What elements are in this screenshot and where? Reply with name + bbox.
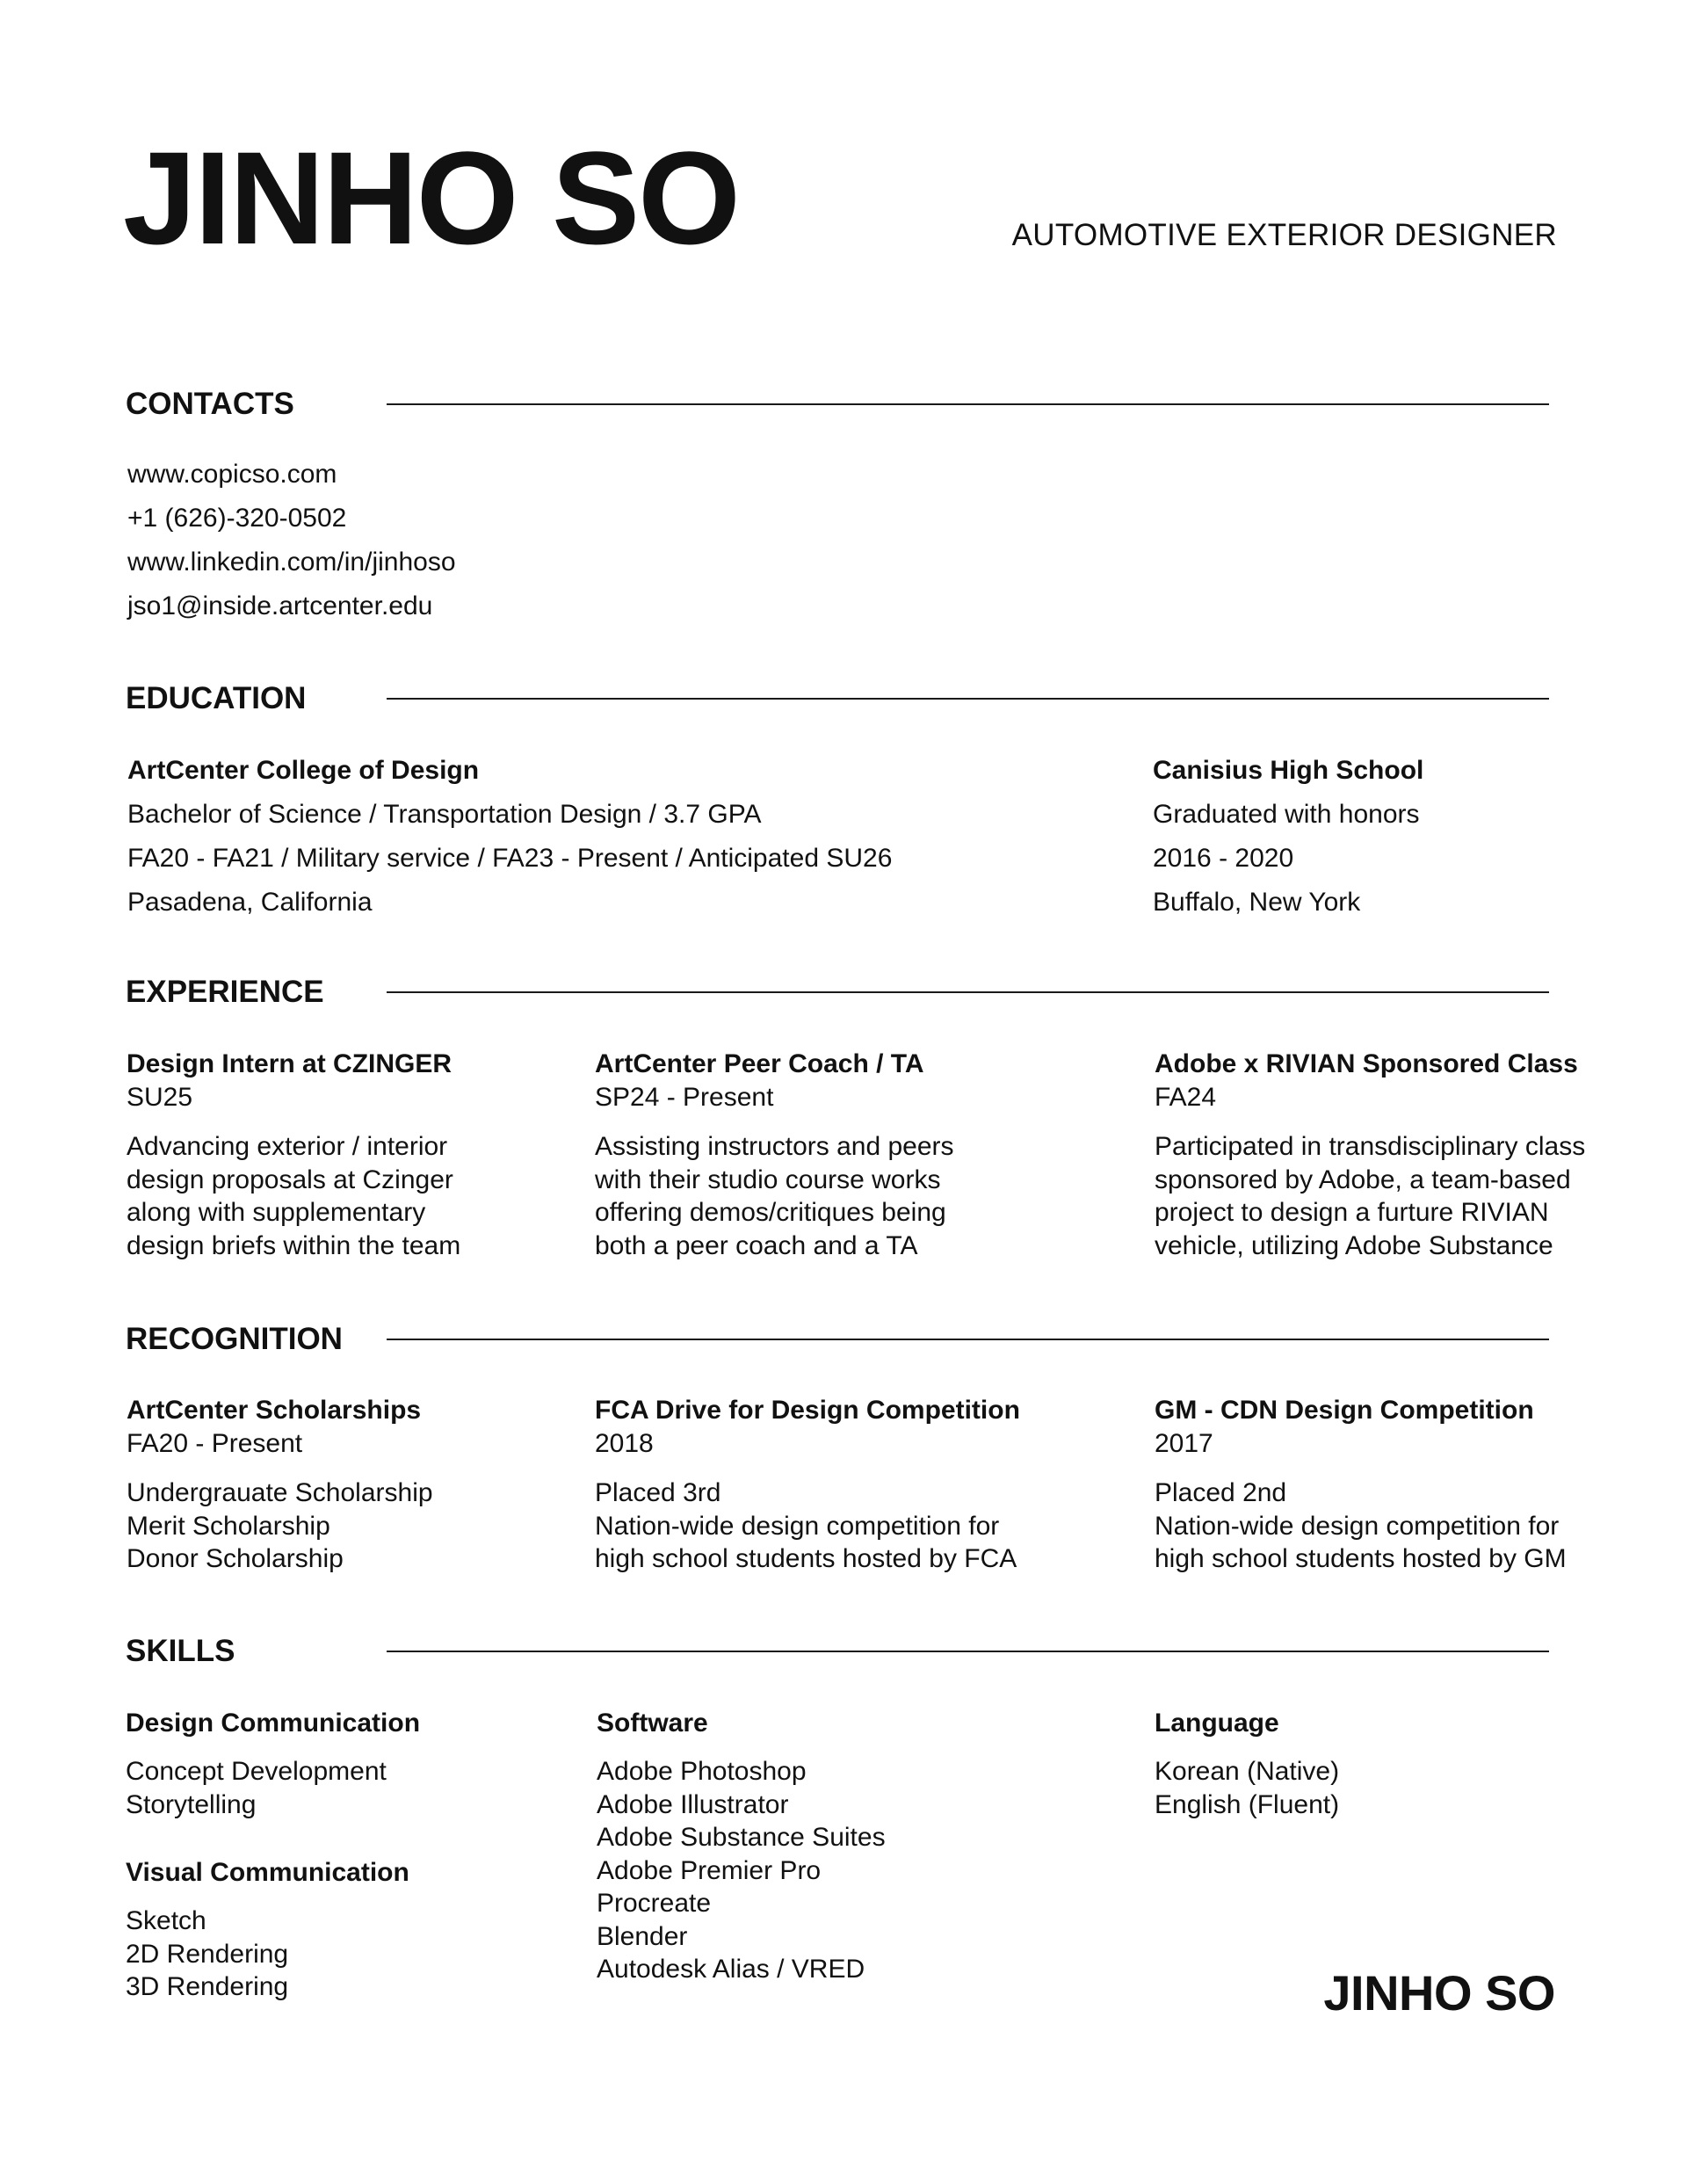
description-line: Assisting instructors and peers [595, 1132, 954, 1161]
description-line: with their studio course works [595, 1165, 941, 1194]
description-line: Participated in transdisciplinary class [1155, 1132, 1586, 1161]
skill-item: Blender [597, 1921, 688, 1951]
experience-date: SP24 - Present [595, 1083, 774, 1112]
experience-title: ArtCenter Peer Coach / TA [595, 1049, 924, 1078]
skill-list [126, 1755, 420, 1821]
skill-group-title: Language [1155, 1709, 1279, 1738]
skill-item: Adobe Illustrator [597, 1789, 789, 1819]
skill-item: Sketch [126, 1906, 206, 1935]
skill-group-title: Visual Communication [126, 1858, 409, 1887]
contact-phone[interactable]: +1 (626)-320-0502 [127, 504, 347, 533]
experience-title: Adobe x RIVIAN Sponsored Class [1155, 1049, 1578, 1078]
section-divider [387, 1651, 1549, 1652]
school-line: 2016 - 2020 [1153, 844, 1294, 873]
school-line: Graduated with honors [1153, 800, 1420, 829]
name-heading: JINHO SO [123, 124, 739, 272]
section-divider [387, 698, 1549, 700]
description-line: project to design a furture RIVIAN [1155, 1198, 1549, 1227]
experience-item [595, 1048, 954, 1262]
skill-group-title: Design Communication [126, 1709, 421, 1738]
section-title-experience: EXPERIENCE [126, 975, 324, 1009]
school-line: Bachelor of Science / Transportation Design / 3.7 GPA [127, 800, 762, 829]
section-title-contacts: CONTACTS [126, 387, 294, 421]
footer-name: JINHO SO [1323, 1965, 1555, 2021]
description-line: vehicle, utilizing Adobe Substance [1155, 1230, 1553, 1260]
skill-item: Adobe Premier Pro [597, 1855, 822, 1885]
recognition-description [127, 1477, 433, 1576]
skill-item: Concept Development [126, 1757, 387, 1786]
section-divider [387, 403, 1549, 405]
school-line: Buffalo, New York [1153, 888, 1361, 917]
skill-list [597, 1755, 886, 1986]
description-line: offering demos/critiques being [595, 1198, 946, 1227]
section-title-education: EDUCATION [126, 681, 307, 715]
contact-website[interactable]: www.copicso.com [127, 460, 337, 489]
job-title: AUTOMOTIVE EXTERIOR DESIGNER [1011, 218, 1557, 252]
skill-item: Autodesk Alias / VRED [597, 1955, 865, 1984]
description-line: high school students hosted by FCA [595, 1544, 1017, 1573]
description-line: Placed 2nd [1155, 1478, 1287, 1507]
experience-description [127, 1130, 460, 1262]
experience-title: Design Intern at CZINGER [127, 1049, 453, 1078]
section-title-recognition: RECOGNITION [126, 1322, 343, 1356]
description-line: Nation-wide design competition for [1155, 1511, 1560, 1541]
education-canisius [1153, 749, 1423, 925]
contact-email[interactable]: jso1@inside.artcenter.edu [127, 591, 433, 620]
description-line: both a peer coach and a TA [595, 1230, 918, 1260]
section-title-skills: SKILLS [126, 1634, 235, 1668]
skill-group-title: Software [597, 1709, 708, 1738]
skills-visual-communication [126, 1856, 409, 2004]
skill-list [1155, 1755, 1339, 1821]
experience-description [595, 1130, 954, 1262]
description-line: Undergrauate Scholarship [127, 1478, 433, 1507]
description-line: along with supplementary [127, 1198, 426, 1227]
recognition-date: 2018 [595, 1429, 654, 1458]
section-divider [387, 1339, 1549, 1340]
experience-date: FA24 [1155, 1083, 1217, 1112]
contact-linkedin[interactable]: www.linkedin.com/in/jinhoso [127, 548, 456, 577]
recognition-title: GM - CDN Design Competition [1155, 1396, 1534, 1425]
recognition-item [127, 1394, 433, 1576]
school-line: FA20 - FA21 / Military service / FA23 - Present / Anticipated SU26 [127, 844, 893, 873]
description-line: Donor Scholarship [127, 1544, 344, 1573]
contacts-list [127, 453, 456, 628]
skill-item: English (Fluent) [1155, 1789, 1340, 1819]
description-line: Placed 3rd [595, 1478, 721, 1507]
recognition-title: FCA Drive for Design Competition [595, 1396, 1020, 1425]
skill-item: Adobe Photoshop [597, 1757, 807, 1786]
description-line: high school students hosted by GM [1155, 1544, 1567, 1573]
description-line: Advancing exterior / interior [127, 1132, 448, 1161]
recognition-item [1155, 1394, 1567, 1576]
experience-item [1155, 1048, 1585, 1262]
skill-item: 3D Rendering [126, 1972, 289, 2001]
experience-description [1155, 1130, 1585, 1262]
experience-date: SU25 [127, 1083, 193, 1112]
section-divider [387, 991, 1549, 993]
recognition-date: FA20 - Present [127, 1429, 303, 1458]
skills-design-communication [126, 1707, 420, 1821]
school-line: Pasadena, California [127, 888, 373, 917]
skill-item: Storytelling [126, 1789, 257, 1819]
skill-item: Adobe Substance Suites [597, 1823, 886, 1852]
education-artcenter [127, 749, 892, 925]
school-name: ArtCenter College of Design [127, 756, 480, 785]
recognition-item [595, 1394, 1020, 1576]
description-line: sponsored by Adobe, a team-based [1155, 1165, 1571, 1194]
school-name: Canisius High School [1153, 756, 1424, 785]
experience-item [127, 1048, 460, 1262]
skill-item: Procreate [597, 1889, 712, 1918]
skill-item: Korean (Native) [1155, 1757, 1340, 1786]
skill-item: 2D Rendering [126, 1939, 289, 1969]
recognition-description [1155, 1477, 1567, 1576]
recognition-description [595, 1477, 1020, 1576]
skill-list [126, 1905, 409, 2004]
description-line: design proposals at Czinger [127, 1165, 453, 1194]
recognition-date: 2017 [1155, 1429, 1213, 1458]
skills-software [597, 1707, 886, 1986]
description-line: Nation-wide design competition for [595, 1511, 1000, 1541]
skills-language [1155, 1707, 1339, 1821]
recognition-title: ArtCenter Scholarships [127, 1396, 422, 1425]
description-line: Merit Scholarship [127, 1511, 330, 1541]
description-line: design briefs within the team [127, 1230, 461, 1260]
